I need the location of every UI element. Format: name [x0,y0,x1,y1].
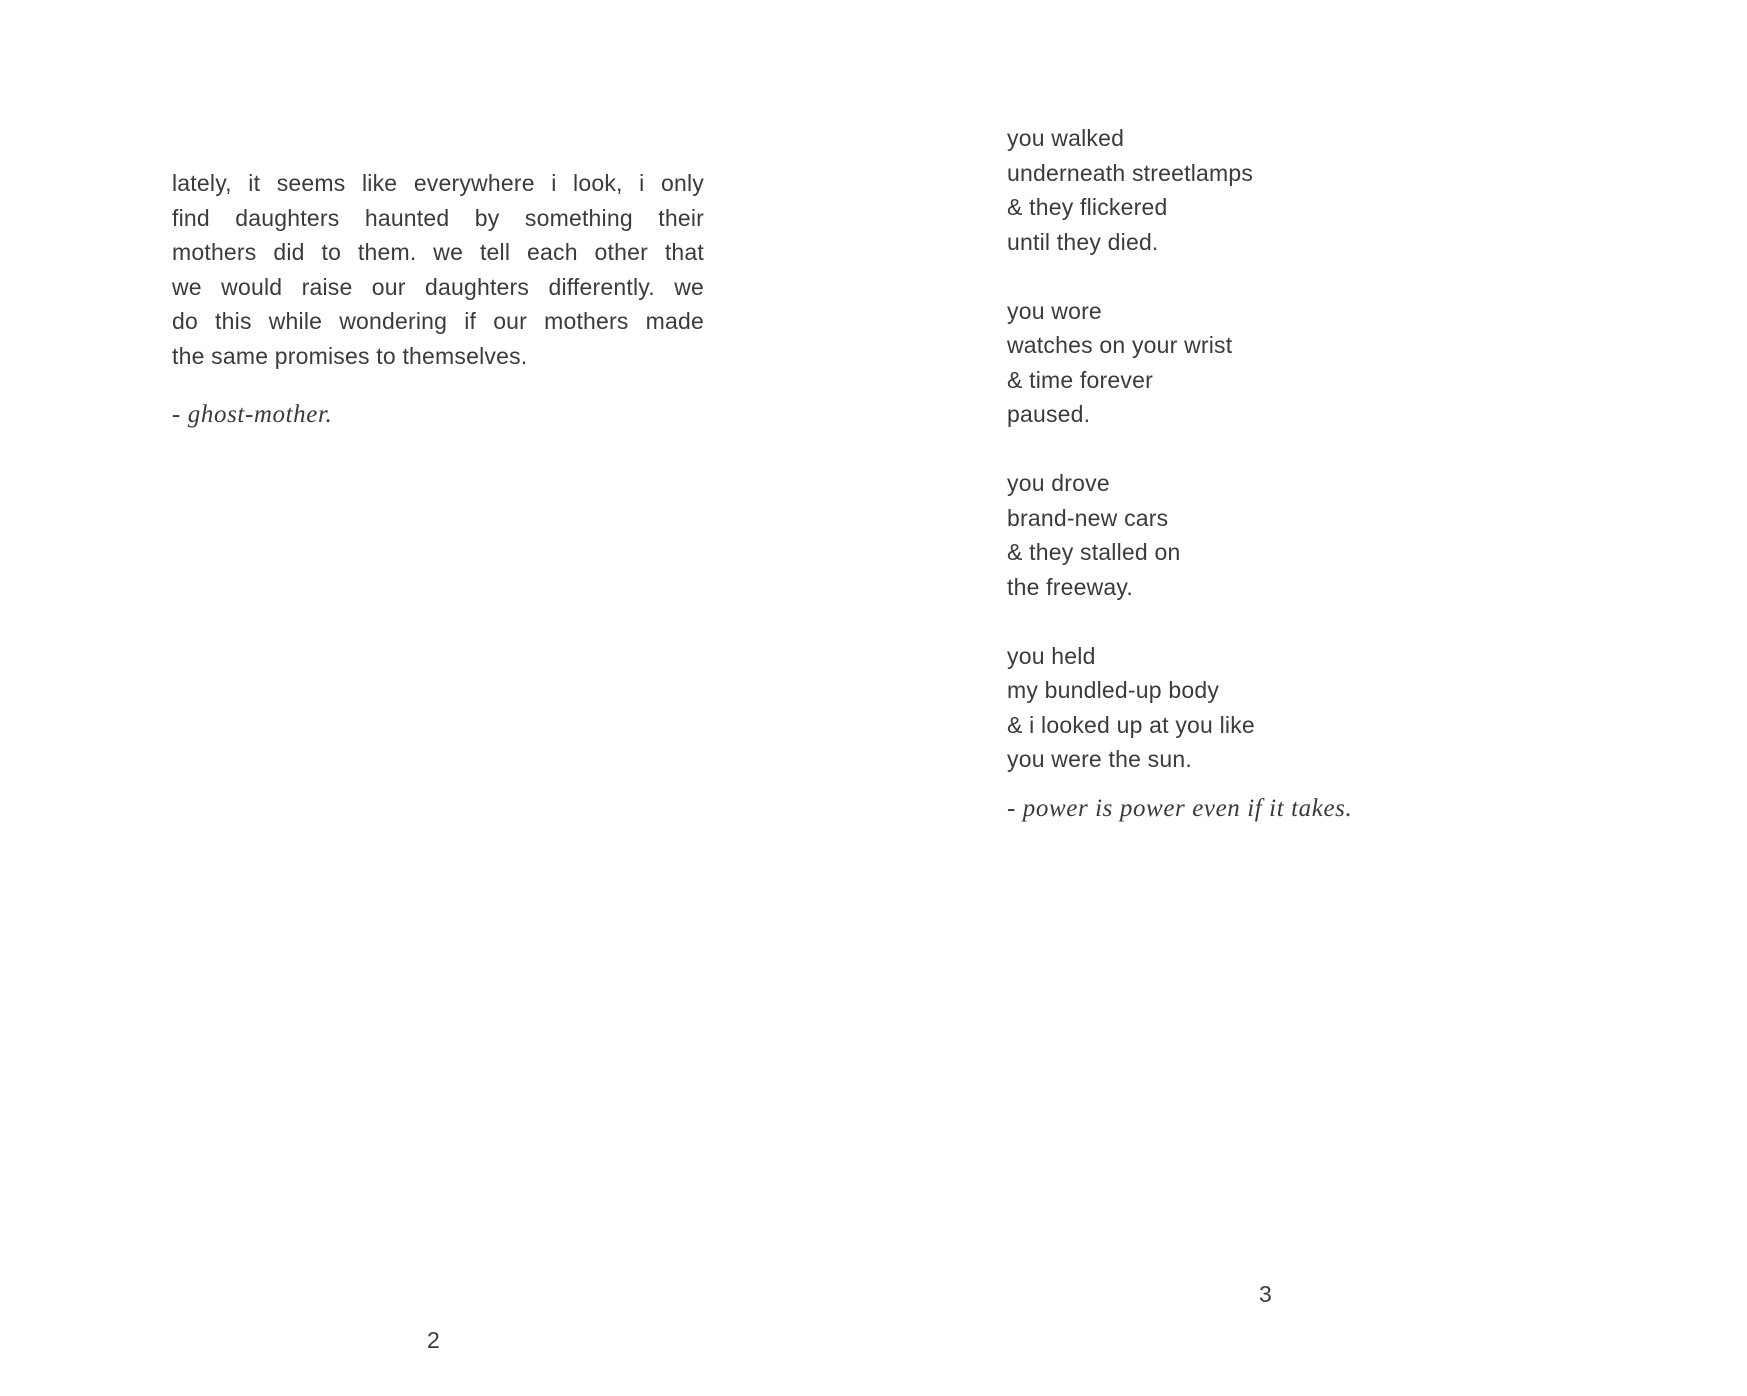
poem-line: & they flickered [1007,194,1168,220]
poem-line: until they died. [1007,228,1159,255]
poem-line: underneath streetlamps [1007,159,1254,186]
poem-line: watches on your wrist [1007,332,1233,358]
page-number-3: 3 [1259,1281,1272,1307]
poem-body [1007,121,1255,811]
poem-line: my bundled-up body [1007,677,1220,703]
poem-line: & they stalled on [1007,539,1181,565]
poem-attribution-power-is-power: - power is power even if it takes. [1007,795,1353,822]
poem-stanza [1007,121,1255,259]
poem-line: the freeway. [1007,573,1133,600]
page-number-2: 2 [427,1327,440,1353]
poem-line: you wore [1007,297,1102,324]
paragraph-line: we would raise our daughters differently. we [172,273,704,300]
poem-line: you were the sun. [1007,746,1192,772]
paragraph-line: the same promises to themselves. [172,342,528,369]
poem-line: paused. [1007,401,1091,427]
poem-stanza [1007,294,1255,432]
poem-stanza [1007,639,1255,777]
paragraph-line: mothers did to them. we tell each other that [172,239,704,265]
paragraph-line: do this while wondering if our mothers made [172,308,704,334]
poem-line: brand-new cars [1007,504,1169,531]
poem-stanza [1007,466,1255,604]
paragraph-line: find daughters haunted by something their [172,204,704,231]
poem-line: you held [1007,642,1096,669]
poem-line: & time forever [1007,366,1153,393]
poem-line: & i looked up at you like [1007,711,1255,738]
paragraph-line: lately, it seems like everywhere i look, i only [172,170,704,196]
poem-attribution-ghost-mother: - ghost-mother. [172,401,333,428]
prose-poem-paragraph [172,166,704,373]
poem-line: you walked [1007,125,1125,151]
poem-line: you drove [1007,470,1110,496]
